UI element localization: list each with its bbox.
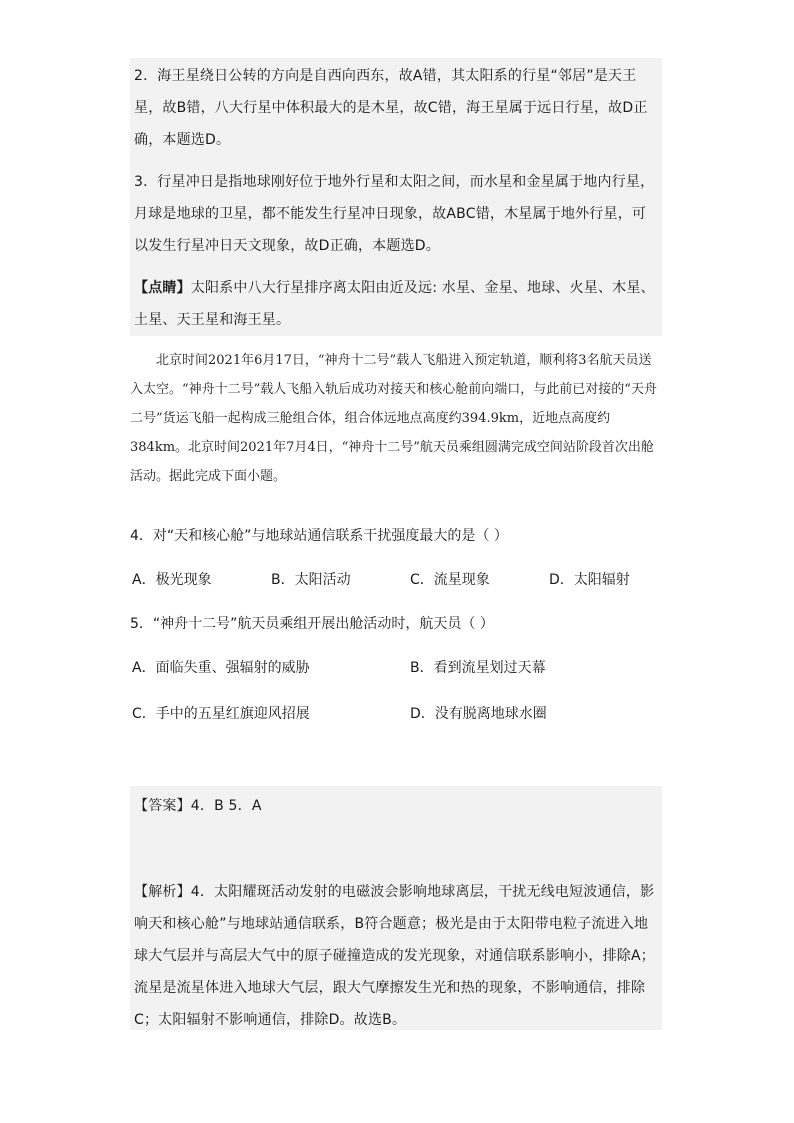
- analysis-q2: 2．海王星绕日公转的方向是自西向西东，故A错，其太阳系的行星“邻居”是天王星，故B错，八大行星中体积最大的是木星，故C错，海王星属于远日行星，故D正确，本题选D。: [134, 68, 648, 148]
- tip-text: 太阳系中八大行星排序离太阳由近及远: 水星、金星、地球、火星、木星、土星、天王星和海王星。: [134, 280, 655, 328]
- q4-option-a[interactable]: A．极光现象: [132, 572, 212, 588]
- q5-option-c[interactable]: C．手中的五星红旗迎风招展: [132, 706, 310, 722]
- tip-label: 【点睛】: [134, 280, 191, 296]
- question-5-stem: 5．“神舟十二号”航天员乘组开展出舱活动时，航天员（ ）: [130, 616, 494, 632]
- question-4-stem: 4．对“天和核心舱”与地球站通信联系干扰强度最大的是（ ）: [130, 528, 508, 544]
- passage-text: 北京时间2021年6月17日，“神舟十二号”载人飞船进入预定轨道，顺利将3名航天员送入太空。“神舟十二号”载人飞船入轨后成功对接天和核心舱前向端口，与此前已对接的“天舟二号”货运飞船一起构成三舱组合体，组合体远地点高度约394.9km，近地点高度约384km。北京时间2021年7月4日，“神舟十二号”航天员乘组圆满完成空间站阶段首次出舱活动。据此完成下面小题。: [130, 353, 657, 484]
- answer-analysis-block: [130, 786, 662, 1030]
- analysis-q3: 3．行星冲日是指地球刚好位于地外行星和太阳之间，而水星和金星属于地内行星，月球是地球的卫星，都不能发生行星冲日现象，故ABC错，木星属于地外行星，可以发生行星冲日天文现象，故D正确，本题选D。: [134, 174, 655, 254]
- reading-passage: [130, 346, 662, 491]
- q5-option-b[interactable]: B．看到流星划过天幕: [410, 660, 546, 676]
- q4-option-d[interactable]: D．太阳辐射: [549, 572, 630, 588]
- q4-option-c[interactable]: C．流星现象: [410, 572, 490, 588]
- previous-analysis-block: [130, 58, 662, 336]
- q5-option-d[interactable]: D．没有脱离地球水圈: [410, 706, 547, 722]
- q4-option-b[interactable]: B．太阳活动: [271, 572, 351, 588]
- q5-option-a[interactable]: A．面临失重、强辐射的威胁: [132, 660, 310, 676]
- answer-line: 【答案】4．B 5．A: [134, 798, 262, 814]
- tip-paragraph: [130, 262, 662, 336]
- analysis-q4: 【解析】4．太阳耀斑活动发射的电磁波会影响地球离层，干扰无线电短波通信，影响天和核心舱”与地球站通信联系，B符合题意；极光是由于太阳带电粒子流进入地球大气层并与高层大气中的原子碰撞造成的发光现象，对通信联系影响小，排除A；流星是流星体进入地球大气层，跟大气摩擦发生光和热的现象，不影响通信，排除C；太阳辐射不影响通信，排除D。故选B。: [134, 884, 655, 1028]
